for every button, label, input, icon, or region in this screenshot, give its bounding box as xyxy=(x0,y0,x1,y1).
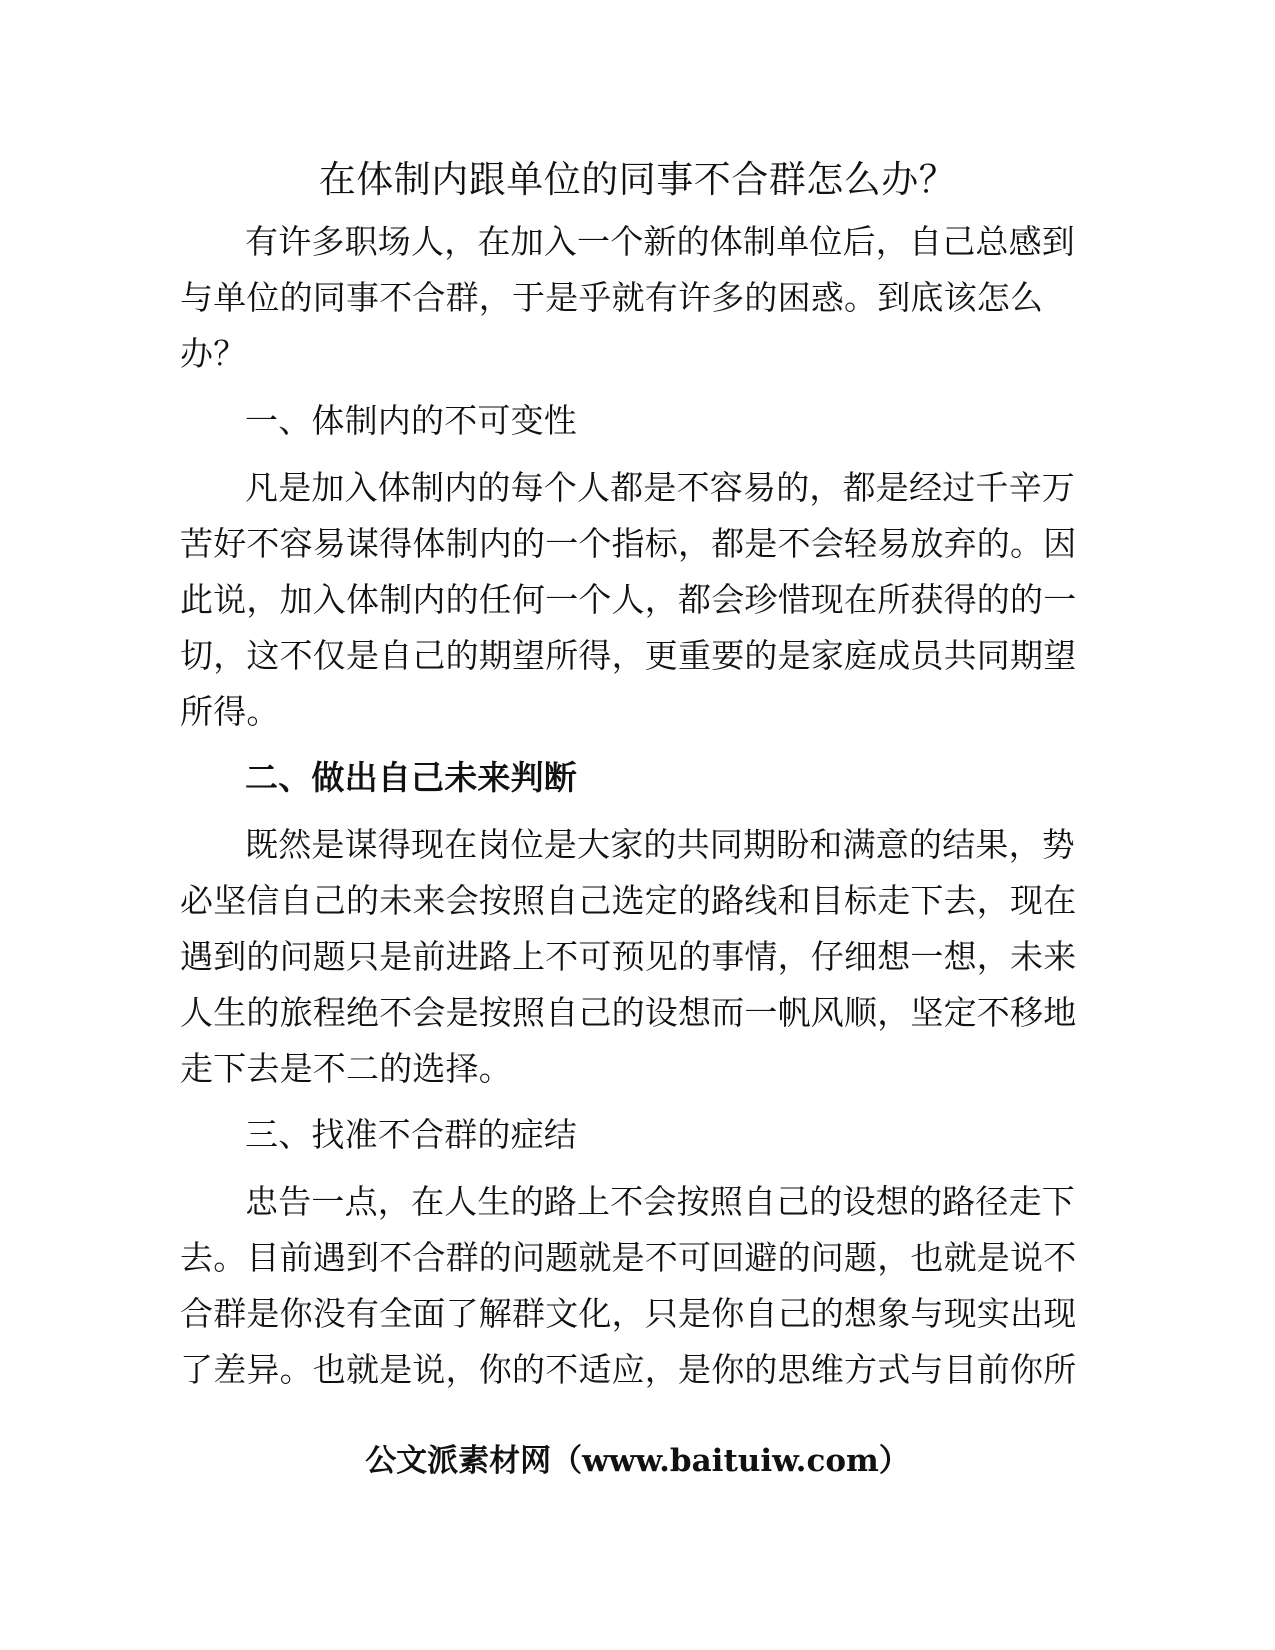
paragraph-line: 此说，加入体制内的任何一个人，都会珍惜现在所获得的的一 xyxy=(180,580,1077,619)
paragraph-line: 遇到的问题只是前进路上不可预见的事情，仔细想一想，未来 xyxy=(180,937,1077,976)
paragraph-line: 合群是你没有全面了解群文化，只是你自己的想象与现实出现 xyxy=(180,1294,1077,1333)
paragraph-line: 既然是谋得现在岗位是大家的共同期盼和满意的结果，势 xyxy=(245,825,1075,864)
paragraph-line: 凡是加入体制内的每个人都是不容易的，都是经过千辛万 xyxy=(245,468,1075,507)
section-heading: 三、找准不合群的症结 xyxy=(245,1115,577,1154)
section-heading: 二、做出自己未来判断 xyxy=(245,758,577,797)
paragraph-line: 所得。 xyxy=(180,692,280,731)
section-heading: 一、体制内的不可变性 xyxy=(245,401,577,440)
paragraph-line: 去。目前遇到不合群的问题就是不可回避的问题，也就是说不 xyxy=(180,1238,1077,1277)
document-title: 在体制内跟单位的同事不合群怎么办？ xyxy=(318,158,957,201)
page-footer: 公文派素材网（www.baituiw.com） xyxy=(365,1443,910,1479)
paragraph-line: 苦好不容易谋得体制内的一个指标，都是不会轻易放弃的。因 xyxy=(180,524,1077,563)
paragraph-line: 办？ xyxy=(180,334,247,373)
paragraph-line: 有许多职场人，在加入一个新的体制单位后，自己总感到 xyxy=(245,222,1075,261)
paragraph-line: 必坚信自己的未来会按照自己选定的路线和目标走下去，现在 xyxy=(180,881,1077,920)
paragraph-line: 人生的旅程绝不会是按照自己的设想而一帆风顺，坚定不移地 xyxy=(180,993,1077,1032)
paragraph-line: 了差异。也就是说，你的不适应，是你的思维方式与目前你所 xyxy=(180,1350,1077,1389)
paragraph-line: 与单位的同事不合群，于是乎就有许多的困惑。到底该怎么 xyxy=(180,278,1044,317)
paragraph-line: 走下去是不二的选择。 xyxy=(180,1049,512,1088)
paragraph-line: 忠告一点，在人生的路上不会按照自己的设想的路径走下 xyxy=(245,1182,1075,1221)
paragraph-line: 切，这不仅是自己的期望所得，更重要的是家庭成员共同期望 xyxy=(180,636,1077,675)
